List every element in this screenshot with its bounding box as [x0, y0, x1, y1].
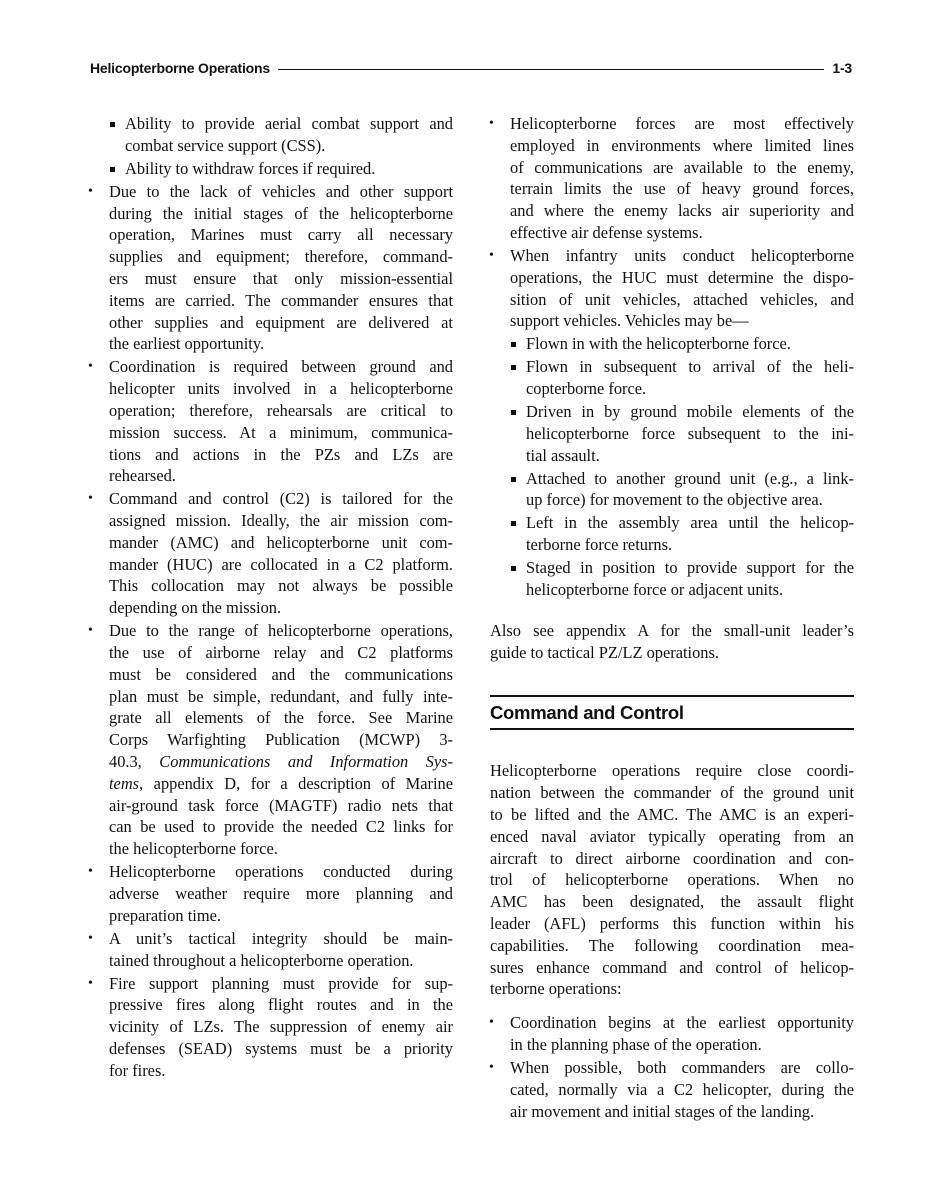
text-line: can be used to provide the needed C2 links for [109, 817, 453, 837]
bullet-item [85, 861, 453, 926]
text-line: operations, the HUC must determine the dispo- [510, 267, 854, 287]
text-line: defenses (SEAD) systems must be a priority [109, 1038, 453, 1058]
text-line: up force) for movement to the objective area. [526, 490, 823, 510]
sub-bullet-item [486, 468, 854, 512]
bullet-dot-icon: • [88, 930, 93, 946]
text-line: Helicopterborne forces are most effectively [510, 114, 854, 133]
text-line: leader (AFL) performs this function within his [490, 914, 854, 934]
text-line: operation, Marines must carry all necessary [109, 225, 453, 245]
text-line: ers must ensure that only mission-essential [109, 268, 453, 288]
bullet-dot-icon: • [88, 491, 93, 507]
sub-bullet-item [85, 158, 453, 180]
text-line: in the planning phase of the operation. [510, 1035, 762, 1054]
sub-bullet-item [486, 401, 854, 466]
text-line: terborne force returns. [526, 535, 673, 555]
text-line: of communications are available to the enemy, [510, 157, 854, 177]
text-line: Flown in subsequent to arrival of the heli- [526, 357, 854, 377]
appendix-note [486, 620, 854, 664]
left-column [85, 113, 453, 1083]
text-line: trol of helicopterborne operations. When no [490, 870, 854, 890]
text-line: This collocation may not always be possible [109, 576, 453, 596]
text-line: Due to the range of helicopterborne operations, [109, 621, 453, 641]
right-column [486, 113, 854, 1124]
text-line: items are carried. The commander ensures that [109, 290, 453, 310]
text-line [109, 751, 453, 773]
square-bullet-icon [110, 122, 115, 127]
text-line: cated, normally via a C2 helicopter, during the [510, 1079, 854, 1099]
text-line: the helicopterborne force. [109, 839, 278, 859]
publication-title: Communications and Information Sys- [159, 752, 453, 772]
text-line: nation between the commander of the ground unit [490, 783, 854, 803]
text-line: Corps Warfighting Publication (MCWP) 3- [109, 730, 453, 750]
text-line: Fire support planning must provide for sup- [109, 973, 453, 993]
text-line: When possible, both commanders are collo- [510, 1057, 854, 1077]
square-bullet-icon [110, 167, 115, 172]
text-line: sures enhance command and control of helicop- [490, 957, 854, 977]
header-rule [278, 69, 824, 70]
text-line: capabilities. The following coordination mea- [490, 935, 854, 955]
text-fragment: 40.3, [109, 752, 160, 772]
text-line: Flown in with the helicopterborne force. [526, 334, 791, 354]
text-line: mander (HUC) are collocated in a C2 platform. [109, 554, 453, 574]
section-heading: Command and Control [490, 695, 854, 730]
bullet-item [486, 1012, 854, 1056]
text-line: adverse weather require more planning and [109, 884, 453, 904]
text-line: support vehicles. Vehicles may be— [510, 311, 749, 331]
text-line: Coordination is required between ground and [109, 357, 453, 377]
section-paragraph [486, 760, 854, 1000]
text-line: Also see appendix A for the small-unit leader’s [490, 620, 854, 640]
text-line: Helicopterborne operations require close coordi- [490, 761, 854, 781]
square-bullet-icon [511, 342, 516, 347]
text-line: rehearsed. [109, 466, 176, 486]
text-line: Staged in position to provide support for the [526, 558, 854, 578]
text-line: AMC has been designated, the assault flight [490, 892, 854, 912]
bullet-dot-icon: • [88, 183, 93, 199]
text-line: tial assault. [526, 445, 600, 465]
text-line: A unit’s tactical integrity should be main- [109, 928, 453, 948]
text-line: enced naval aviator typically operating from an [490, 826, 854, 846]
square-bullet-icon [511, 365, 516, 370]
text-line: Command and control (C2) is tailored for the [109, 489, 453, 509]
bullet-dot-icon: • [88, 623, 93, 639]
text-line: to be lifted and the AMC. The AMC is an experi- [490, 805, 854, 825]
text-line: sition of unit vehicles, attached vehicles, and [510, 289, 854, 309]
square-bullet-icon [511, 566, 516, 571]
text-line: during the initial stages of the helicopterborne [109, 203, 453, 223]
text-line: helicopter units involved in a helicopterborne [109, 379, 453, 399]
bullet-item [85, 928, 453, 972]
text-line: air movement and initial stages of the landing. [510, 1101, 815, 1121]
bullet-dot-icon: • [489, 116, 494, 131]
bullet-dot-icon: • [489, 1059, 494, 1075]
text-line: Coordination begins at the earliest opportunity [510, 1013, 854, 1033]
text-line: Ability to provide aerial combat support and [125, 114, 453, 133]
page-number: 1-3 [832, 60, 852, 76]
text-line: tained throughout a helicopterborne operation. [109, 950, 414, 970]
text-line: helicopterborne force or adjacent units. [526, 580, 784, 600]
text-line: Attached to another ground unit (e.g., a link- [526, 468, 854, 488]
square-bullet-icon [511, 410, 516, 415]
bullet-dot-icon: • [489, 247, 494, 263]
text-line: plan must be simple, redundant, and fully inte- [109, 686, 453, 706]
text-line: depending on the mission. [109, 598, 282, 618]
text-line: air-ground task force (MAGTF) radio nets that [109, 795, 453, 815]
text-line: other supplies and equipment are delivered at [109, 312, 453, 332]
text-line: for fires. [109, 1060, 166, 1080]
bullet-item [85, 181, 453, 355]
bullet-dot-icon: • [88, 359, 93, 375]
text-line: Helicopterborne operations conducted during [109, 862, 453, 882]
running-title: Helicopterborne Operations [90, 60, 270, 76]
sub-bullet-item [486, 557, 854, 601]
running-header [90, 58, 852, 78]
sub-bullet-item [486, 333, 854, 355]
bullet-dot-icon: • [88, 864, 93, 880]
text-line: preparation time. [109, 905, 221, 925]
text-line: Left in the assembly area until the helicop- [526, 513, 854, 533]
text-line: effective air defense systems. [510, 222, 703, 242]
text-line: Driven in by ground mobile elements of the [526, 402, 854, 422]
bullet-item [486, 245, 854, 332]
text-line: assigned mission. Ideally, the air mission com- [109, 511, 453, 531]
bullet-item [85, 488, 453, 619]
bullet-item [85, 973, 453, 1082]
text-line: terrain limits the use of heavy ground forces, [510, 179, 854, 199]
text-line: and where the enemy lacks air superiority and [510, 201, 854, 221]
bullet-item [85, 356, 453, 487]
bullet-item [85, 620, 453, 860]
text-line: helicopterborne force subsequent to the ini- [526, 423, 854, 443]
bullet-item [486, 1057, 854, 1122]
text-line: aircraft to direct airborne coordination and con- [490, 848, 854, 868]
text-fragment: , appendix D, for a description of Marine [139, 773, 453, 793]
sub-bullet-item [85, 113, 453, 157]
square-bullet-icon [511, 521, 516, 526]
text-line: grate all elements of the force. See Marine [109, 708, 453, 728]
text-line: When infantry units conduct helicopterborne [510, 245, 854, 265]
text-line [109, 773, 453, 795]
text-line: terborne operations: [490, 979, 622, 999]
text-line: the earliest opportunity. [109, 334, 265, 354]
text-line: vicinity of LZs. The suppression of enemy air [109, 1017, 453, 1037]
sub-bullet-item [486, 512, 854, 556]
bullet-item [486, 113, 854, 244]
text-line: mission success. At a minimum, communica- [109, 422, 453, 442]
text-line: copterborne force. [526, 379, 647, 399]
text-line: pressive fires along flight routes and in the [109, 995, 453, 1015]
publication-title: tems [109, 773, 140, 793]
text-line: must be considered and the communications [109, 664, 453, 684]
text-line: tions and actions in the PZs and LZs are [109, 444, 453, 464]
text-line: operation; therefore, rehearsals are critical to [109, 400, 453, 420]
text-line: guide to tactical PZ/LZ operations. [490, 642, 719, 662]
text-line: mander (AMC) and helicopterborne unit com- [109, 532, 453, 552]
text-line: supplies and equipment; therefore, command- [109, 247, 453, 267]
bullet-dot-icon: • [489, 1015, 494, 1031]
text-line: Due to the lack of vehicles and other support [109, 181, 453, 201]
sub-bullet-item [486, 356, 854, 400]
bullet-dot-icon: • [88, 975, 93, 991]
text-line: the use of airborne relay and C2 platforms [109, 643, 453, 663]
text-line: combat service support (CSS). [125, 135, 326, 155]
square-bullet-icon [511, 477, 516, 482]
text-line: Ability to withdraw forces if required. [125, 158, 376, 178]
text-line: employed in environments where limited lines [510, 135, 854, 155]
